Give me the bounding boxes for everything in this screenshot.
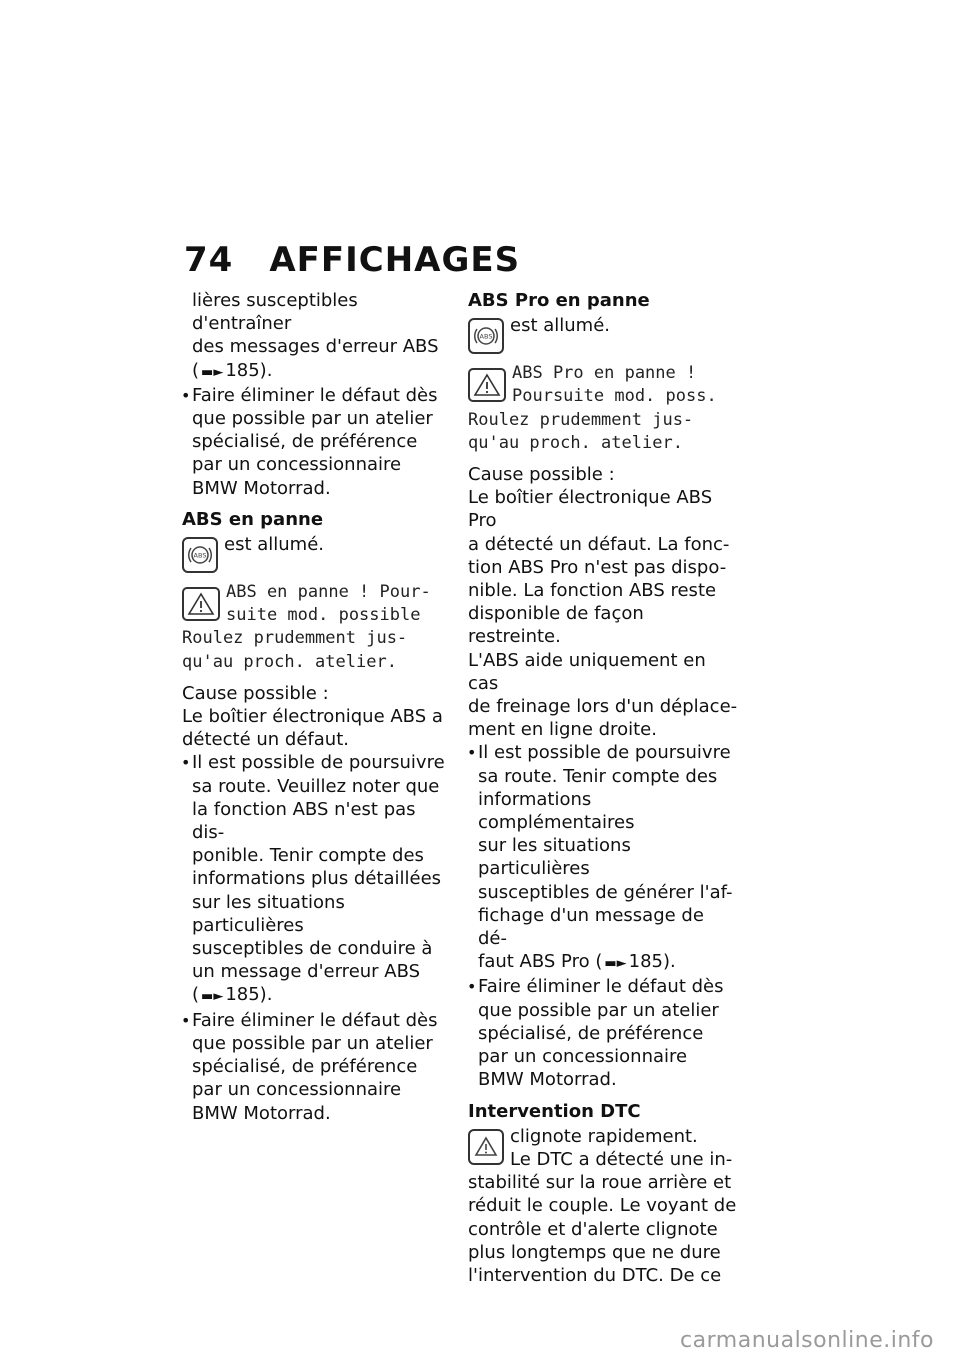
reference-arrow-icon: ▬► <box>201 989 224 1005</box>
warning-triangle-icon <box>468 368 506 402</box>
lamp-status: est allumé. <box>224 534 325 556</box>
page-title: AFFICHAGES <box>269 240 521 280</box>
text-line: ( ▬► 185). <box>192 359 452 384</box>
lamp-row <box>468 314 738 354</box>
page-number: 74 <box>184 240 234 280</box>
svg-text:ABS: ABS <box>479 332 493 341</box>
cause-label: Cause possible : <box>182 682 329 704</box>
dtc-warning-lamp-icon <box>468 1129 504 1165</box>
text-line: des messages d'erreur ABS <box>192 336 439 358</box>
cause-text: Le boîtier électronique ABS a détecté un défaut. <box>182 706 443 751</box>
text-line: lières susceptibles d'entraîner <box>192 290 358 335</box>
lamp-row <box>182 533 452 573</box>
cause-text: Le boîtier électronique ABS Pro a détecté un défaut. La fonc- tion ABS Pro n'est pas dispo- nible. La fonction ABS reste disponible de façon restreinte. L'ABS aide uniquement en cas de freinage lors d'un déplace- ment en ligne droite. <box>468 487 738 741</box>
warning-triangle-icon <box>182 587 220 621</box>
watermark: carmanualsonline.info <box>680 1328 934 1353</box>
section-heading: Intervention DTC <box>468 1100 641 1122</box>
right-column <box>468 289 738 1287</box>
bullet-item: • Faire éliminer le défaut dès que possible par un atelier spécialisé, de préférence par un concessionnaire BMW Motorrad. <box>468 975 738 1091</box>
lamp-status: est allumé. <box>510 315 611 337</box>
abs-warning-lamp-icon <box>182 537 218 573</box>
reference-arrow-icon: ▬► <box>604 956 627 972</box>
left-column <box>182 289 452 1125</box>
section-heading: ABS en panne <box>182 508 324 530</box>
continued-text <box>182 289 452 384</box>
abs-warning-lamp-icon <box>468 318 504 354</box>
cause-label: Cause possible : <box>468 464 615 486</box>
dtc-text: stabilité sur la roue arrière et réduit le couple. Le voyant de contrôle et d'alerte clignote plus longtemps que ne dure l'intervention du DTC. De ce <box>468 1172 737 1286</box>
bullet-item: • Faire éliminer le défaut dès que possible par un atelier spécialisé, de préférence par un concessionnaire BMW Motorrad. <box>182 1009 452 1125</box>
display-message: ABS Pro en panne ! Poursuite mod. poss. Roulez prudemment jus- qu'au proch. atelier. <box>468 363 717 453</box>
bullet-item: • Il est possible de poursuivre sa route. Veuillez noter que la fonction ABS n'est pas dis- ponible. Tenir compte des informations plus détaillées sur les situations particulières susceptibles de conduire à un message d'erreur ABS ( ▬► 185). <box>182 751 452 1008</box>
section-heading: ABS Pro en panne <box>468 290 650 311</box>
lamp-row: clignote rapidement. Le DTC a détecté une in- <box>468 1125 738 1171</box>
reference-arrow-icon: ▬► <box>201 364 224 380</box>
svg-text:ABS: ABS <box>193 551 207 560</box>
page-header <box>184 240 520 280</box>
bullet-item: • Il est possible de poursuivre sa route. Tenir compte des informations complémentaires sur les situations particulières susceptibles de générer l'af- fichage d'un message de dé- faut ABS Pro ( ▬► 185). <box>468 741 738 975</box>
bullet-item: • Faire éliminer le défaut dès que possible par un atelier spécialisé, de préférence par un concessionnaire BMW Motorrad. <box>182 384 452 500</box>
display-message: ABS en panne ! Pour- suite mod. possible Roulez prudemment jus- qu'au proch. atelier. <box>182 582 431 672</box>
